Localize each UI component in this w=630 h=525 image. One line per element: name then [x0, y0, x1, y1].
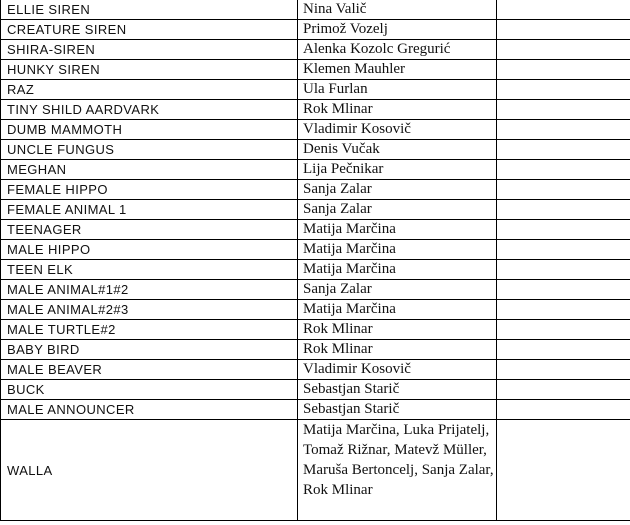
actor-cell: Matija Marčina, Luka Prijatelj, Tomaž Rižnar, Matevž Müller, Maruša Bertoncelj, Sanja Zalar, Rok Mlinar	[298, 420, 497, 521]
actor-cell: Vladimir Kosovič	[298, 120, 497, 140]
role-cell: BABY BIRD	[1, 340, 298, 360]
role-cell: CREATURE SIREN	[1, 20, 298, 40]
role-cell: TEENAGER	[1, 220, 298, 240]
table-row	[1, 280, 630, 300]
empty-cell	[497, 240, 630, 260]
empty-cell	[497, 100, 630, 120]
empty-cell	[497, 340, 630, 360]
actor-cell: Sanja Zalar	[298, 180, 497, 200]
empty-cell	[497, 140, 630, 160]
role-cell: WALLA	[1, 420, 298, 521]
role-cell: TINY SHILD AARDVARK	[1, 100, 298, 120]
actor-cell: Rok Mlinar	[298, 100, 497, 120]
table-row	[1, 60, 630, 80]
actor-cell: Matija Marčina	[298, 260, 497, 280]
table-row	[1, 100, 630, 120]
role-cell: MALE HIPPO	[1, 240, 298, 260]
table-row	[1, 260, 630, 280]
cast-table-body	[1, 0, 630, 521]
empty-cell	[497, 220, 630, 240]
actor-cell: Sebastjan Starič	[298, 400, 497, 420]
actor-cell: Rok Mlinar	[298, 340, 497, 360]
actor-cell: Matija Marčina	[298, 300, 497, 320]
actor-cell: Lija Pečnikar	[298, 160, 497, 180]
role-cell: ELLIE SIREN	[1, 0, 298, 20]
actor-cell: Primož Vozelj	[298, 20, 497, 40]
table-row	[1, 80, 630, 100]
empty-cell	[497, 80, 630, 100]
role-cell: DUMB MAMMOTH	[1, 120, 298, 140]
actor-cell: Sanja Zalar	[298, 280, 497, 300]
actor-cell: Sanja Zalar	[298, 200, 497, 220]
empty-cell	[497, 0, 630, 20]
empty-cell	[497, 40, 630, 60]
actor-cell: Matija Marčina	[298, 240, 497, 260]
empty-cell	[497, 280, 630, 300]
role-cell: FEMALE HIPPO	[1, 180, 298, 200]
table-row	[1, 40, 630, 60]
empty-cell	[497, 60, 630, 80]
empty-cell	[497, 360, 630, 380]
empty-cell	[497, 260, 630, 280]
table-row	[1, 220, 630, 240]
actor-cell: Sebastjan Starič	[298, 380, 497, 400]
table-row	[1, 400, 630, 420]
table-row	[1, 180, 630, 200]
empty-cell	[497, 160, 630, 180]
table-row-walla	[1, 420, 630, 521]
empty-cell	[497, 320, 630, 340]
actor-cell: Alenka Kozolc Gregurić	[298, 40, 497, 60]
table-row	[1, 320, 630, 340]
actor-cell: Matija Marčina	[298, 220, 497, 240]
role-cell: MALE ANNOUNCER	[1, 400, 298, 420]
role-cell: HUNKY SIREN	[1, 60, 298, 80]
table-row	[1, 120, 630, 140]
empty-cell	[497, 420, 630, 521]
table-row	[1, 140, 630, 160]
empty-cell	[497, 380, 630, 400]
role-cell: MALE TURTLE#2	[1, 320, 298, 340]
table-row	[1, 300, 630, 320]
table-row	[1, 160, 630, 180]
table-row	[1, 20, 630, 40]
actor-cell: Denis Vučak	[298, 140, 497, 160]
role-cell: TEEN ELK	[1, 260, 298, 280]
empty-cell	[497, 120, 630, 140]
role-cell: UNCLE FUNGUS	[1, 140, 298, 160]
table-row	[1, 340, 630, 360]
role-cell: MALE BEAVER	[1, 360, 298, 380]
actor-cell: Rok Mlinar	[298, 320, 497, 340]
empty-cell	[497, 300, 630, 320]
actor-cell: Vladimir Kosovič	[298, 360, 497, 380]
empty-cell	[497, 20, 630, 40]
role-cell: SHIRA-SIREN	[1, 40, 298, 60]
actor-cell: Nina Valič	[298, 0, 497, 20]
empty-cell	[497, 400, 630, 420]
role-cell: MALE ANIMAL#2#3	[1, 300, 298, 320]
role-cell: MEGHAN	[1, 160, 298, 180]
table-row	[1, 0, 630, 20]
empty-cell	[497, 180, 630, 200]
role-cell: RAZ	[1, 80, 298, 100]
empty-cell	[497, 200, 630, 220]
table-row	[1, 380, 630, 400]
actor-cell: Ula Furlan	[298, 80, 497, 100]
role-cell: BUCK	[1, 380, 298, 400]
actor-cell: Klemen Mauhler	[298, 60, 497, 80]
role-cell: MALE ANIMAL#1#2	[1, 280, 298, 300]
role-cell: FEMALE ANIMAL 1	[1, 200, 298, 220]
table-row	[1, 360, 630, 380]
table-row	[1, 200, 630, 220]
table-row	[1, 240, 630, 260]
